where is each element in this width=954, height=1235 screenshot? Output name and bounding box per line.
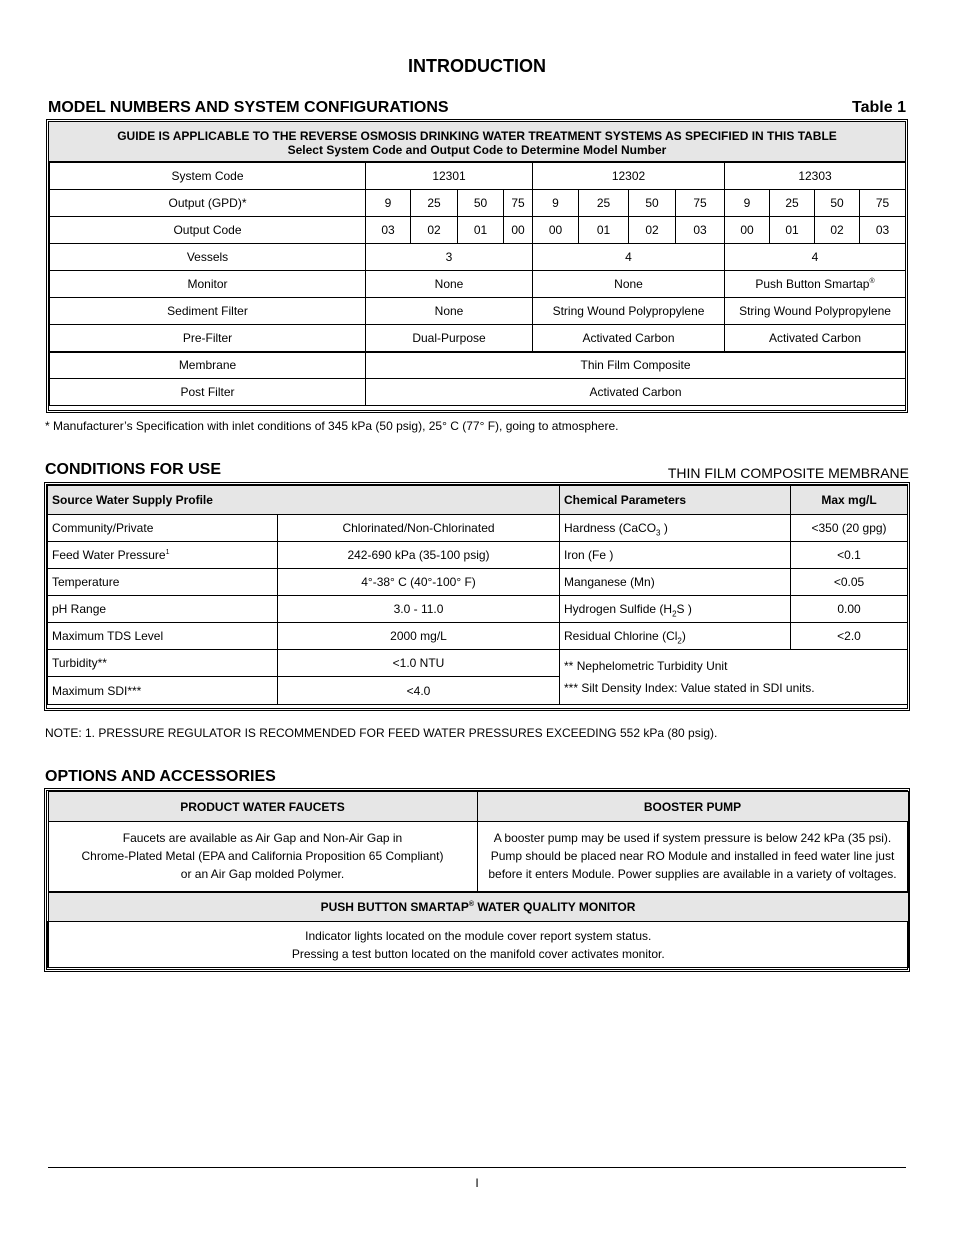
prefilter-12301: Dual-Purpose xyxy=(366,325,533,352)
chem-text: Iron (Fe ) xyxy=(564,548,614,562)
system-code-12303: 12303 xyxy=(725,163,906,190)
source-value: 3.0 - 11.0 xyxy=(278,596,560,623)
source-value: 2000 mg/L xyxy=(278,623,560,650)
output-cell: 50 xyxy=(458,190,504,217)
vessels-12302: 4 xyxy=(533,244,725,271)
model-section-heading: MODEL NUMBERS AND SYSTEM CONFIGURATIONS xyxy=(48,99,449,116)
output-cell: 25 xyxy=(579,190,629,217)
row-output xyxy=(50,190,906,217)
output-code-cell: 01 xyxy=(458,217,504,244)
conditions-table xyxy=(47,485,908,705)
model-table xyxy=(49,162,906,406)
note-sdi: *** Silt Density Index: Value stated in SDI units. xyxy=(564,681,815,695)
label-output: Output (GPD)* xyxy=(50,190,366,217)
chem-max: <0.1 xyxy=(791,542,908,569)
chem-max: <350 (20 gpg) xyxy=(791,515,908,542)
row-monitor xyxy=(50,271,906,298)
conditions-notes xyxy=(560,650,908,705)
model-table-frame xyxy=(46,119,908,413)
source-label: Community/Private xyxy=(48,515,278,542)
monitor-title xyxy=(48,892,908,922)
faucets-desc xyxy=(48,822,477,892)
sediment-12303: String Wound Polypropylene xyxy=(725,298,906,325)
chem-text: ) xyxy=(681,629,686,643)
label-system-code: System Code xyxy=(50,163,366,190)
system-code-12301: 12301 xyxy=(366,163,533,190)
monitor-body-row xyxy=(48,922,908,968)
monitor-12301: None xyxy=(366,271,533,298)
conditions-header-row xyxy=(48,486,908,515)
source-label: Maximum TDS Level xyxy=(48,623,278,650)
footer-rule xyxy=(48,1167,906,1168)
row-membrane xyxy=(50,352,906,379)
monitor-title-text: WATER QUALITY MONITOR xyxy=(474,899,636,914)
conditions-heading: CONDITIONS FOR USE xyxy=(45,461,222,478)
model-footnote: * Manufacturer’s Specification with inlet conditions of 345 kPa (50 psig), 25° C (77° F), going to atmosphere. xyxy=(45,419,619,433)
source-label-text: Feed Water Pressure xyxy=(52,548,166,562)
conditions-table-frame xyxy=(44,482,910,711)
row-output-code xyxy=(50,217,906,244)
chem-sub: 3 xyxy=(656,528,661,538)
col-chem: Chemical Parameters xyxy=(560,486,791,515)
page-number: I xyxy=(475,1176,479,1190)
output-cell: 75 xyxy=(504,190,533,217)
chem-label xyxy=(560,569,791,596)
output-code-cell: 03 xyxy=(860,217,906,244)
col-max: Max mg/L xyxy=(791,486,908,515)
table-row xyxy=(48,623,908,650)
faucets-line: Faucets are available as Air Gap and Non-Air Gap in xyxy=(122,831,403,846)
source-label xyxy=(48,542,278,569)
pump-line: before it enters Module. Power supplies are available in a variety of voltages. xyxy=(488,867,897,882)
banner-line-2: Select System Code and Output Code to Determine Model Number xyxy=(287,143,667,157)
label-sediment: Sediment Filter xyxy=(50,298,366,325)
row-vessels xyxy=(50,244,906,271)
chem-sub: 2 xyxy=(672,609,677,619)
output-cell: 25 xyxy=(770,190,815,217)
output-code-cell: 01 xyxy=(770,217,815,244)
source-value: 4°-38° C (40°-100° F) xyxy=(278,569,560,596)
faucets-title: PRODUCT WATER FAUCETS xyxy=(48,792,477,822)
options-table xyxy=(47,791,909,968)
row-system-code xyxy=(50,163,906,190)
monitor-desc xyxy=(48,922,908,968)
chem-text: Residual Chlorine (Cl xyxy=(564,629,678,643)
source-label: pH Range xyxy=(48,596,278,623)
label-prefilter: Pre-Filter xyxy=(50,325,366,352)
pressure-note: NOTE: 1. PRESSURE REGULATOR IS RECOMMENDED FOR FEED WATER PRESSURES EXCEEDING 552 kPa (80 psig). xyxy=(45,726,718,740)
chem-text: Manganese (Mn) xyxy=(564,575,655,589)
source-label: Temperature xyxy=(48,569,278,596)
chem-max: <2.0 xyxy=(791,623,908,650)
monitor-12302: None xyxy=(533,271,725,298)
monitor-line: Pressing a test button located on the manifold cover activates monitor. xyxy=(291,946,665,961)
table-row xyxy=(48,515,908,542)
note-ntu: ** Nephelometric Turbidity Unit xyxy=(564,659,728,673)
pump-desc xyxy=(477,822,908,892)
faucets-line: Chrome-Plated Metal (EPA and California Proposition 65 Compliant) xyxy=(81,849,444,864)
options-body-row xyxy=(48,822,908,892)
chem-text: ) xyxy=(660,521,668,535)
table-row xyxy=(48,596,908,623)
registered-mark: ® xyxy=(869,278,875,285)
vessels-12301: 3 xyxy=(366,244,533,271)
monitor-line: Indicator lights located on the module cover report system status. xyxy=(305,928,652,943)
pump-line: Pump should be placed near RO Module and installed in feed water line just xyxy=(490,849,895,864)
source-value: <4.0 xyxy=(278,677,560,705)
row-sediment xyxy=(50,298,906,325)
chem-sub: 2 xyxy=(677,636,682,646)
model-table-banner xyxy=(49,122,905,162)
membrane-value: Thin Film Composite xyxy=(366,352,906,379)
row-prefilter xyxy=(50,325,906,352)
source-value: <1.0 NTU xyxy=(278,650,560,677)
chem-text: S ) xyxy=(676,602,692,616)
chem-text: Hardness (CaCO xyxy=(564,521,657,535)
label-monitor: Monitor xyxy=(50,271,366,298)
footnote-mark: 1 xyxy=(165,549,170,556)
registered-mark: ® xyxy=(468,900,475,908)
output-code-cell: 00 xyxy=(725,217,770,244)
output-code-cell: 03 xyxy=(676,217,725,244)
chem-label xyxy=(560,596,791,623)
chem-max: <0.05 xyxy=(791,569,908,596)
source-label: Turbidity** xyxy=(48,650,278,677)
postfilter-value: Activated Carbon xyxy=(366,379,906,406)
banner-line-1: GUIDE IS APPLICABLE TO THE REVERSE OSMOSIS DRINKING WATER TREATMENT SYSTEMS AS SPECIFIED IN THIS TABLE xyxy=(117,129,837,143)
chem-label xyxy=(560,542,791,569)
source-label: Maximum SDI*** xyxy=(48,677,278,705)
page-title: INTRODUCTION xyxy=(408,56,546,76)
label-membrane: Membrane xyxy=(50,352,366,379)
sediment-12302: String Wound Polypropylene xyxy=(533,298,725,325)
output-cell: 9 xyxy=(366,190,411,217)
chem-max: 0.00 xyxy=(791,596,908,623)
options-header-row xyxy=(48,792,908,822)
label-output-code: Output Code xyxy=(50,217,366,244)
output-code-cell: 02 xyxy=(411,217,458,244)
prefilter-12303: Activated Carbon xyxy=(725,325,906,352)
monitor-title-text: PUSH BUTTON SMARTAP xyxy=(320,899,469,914)
output-code-cell: 02 xyxy=(629,217,676,244)
output-code-cell: 00 xyxy=(504,217,533,244)
output-cell: 50 xyxy=(629,190,676,217)
chem-label xyxy=(560,623,791,650)
label-postfilter: Post Filter xyxy=(50,379,366,406)
table-row xyxy=(48,569,908,596)
pump-title: BOOSTER PUMP xyxy=(477,792,908,822)
monitor-header-row xyxy=(48,892,908,922)
output-cell: 75 xyxy=(676,190,725,217)
options-heading: OPTIONS AND ACCESSORIES xyxy=(45,768,276,785)
col-source: Source Water Supply Profile xyxy=(48,486,560,515)
output-cell: 75 xyxy=(860,190,906,217)
source-value: Chlorinated/Non-Chlorinated xyxy=(278,515,560,542)
label-vessels: Vessels xyxy=(50,244,366,271)
output-code-cell: 00 xyxy=(533,217,579,244)
system-code-12302: 12302 xyxy=(533,163,725,190)
output-code-cell: 01 xyxy=(579,217,629,244)
prefilter-12302: Activated Carbon xyxy=(533,325,725,352)
monitor-12303 xyxy=(725,271,906,298)
output-code-cell: 03 xyxy=(366,217,411,244)
monitor-12303-label: Push Button Smartap xyxy=(755,277,870,291)
options-table-frame xyxy=(44,788,910,972)
table-row xyxy=(48,542,908,569)
sediment-12301: None xyxy=(366,298,533,325)
vessels-12303: 4 xyxy=(725,244,906,271)
pump-line: A booster pump may be used if system pressure is below 242 kPa (35 psi). xyxy=(493,831,892,846)
table-label: Table 1 xyxy=(852,99,906,116)
output-cell: 50 xyxy=(815,190,860,217)
output-cell: 25 xyxy=(411,190,458,217)
output-cell: 9 xyxy=(725,190,770,217)
conditions-subheading: THIN FILM COMPOSITE MEMBRANE xyxy=(667,465,909,481)
output-cell: 9 xyxy=(533,190,579,217)
source-value: 242-690 kPa (35-100 psig) xyxy=(278,542,560,569)
faucets-line: or an Air Gap molded Polymer. xyxy=(180,867,345,882)
chem-label xyxy=(560,515,791,542)
output-code-cell: 02 xyxy=(815,217,860,244)
chem-text: Hydrogen Sulfide (H xyxy=(564,602,673,616)
table-row xyxy=(48,650,908,677)
row-postfilter xyxy=(50,379,906,406)
